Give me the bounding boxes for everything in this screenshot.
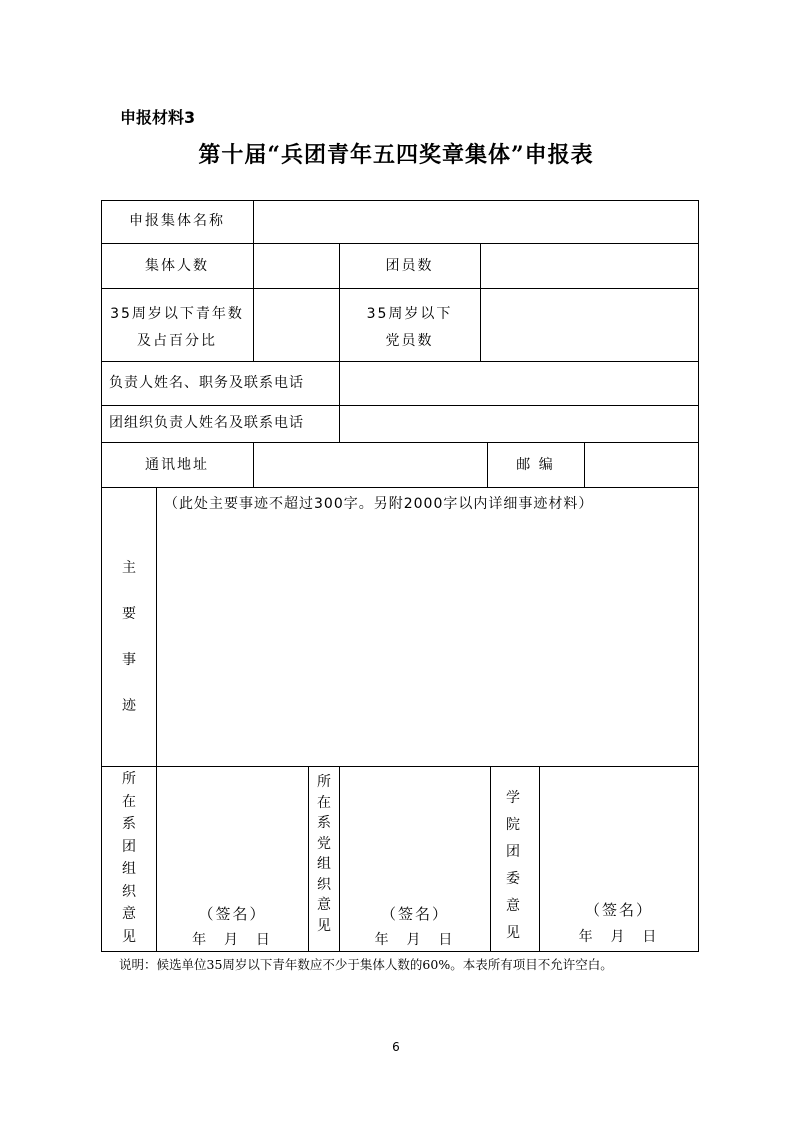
dept-league-date: 年 月 日 [192, 932, 273, 948]
dept-league-opinion-label: 所在系团组织意见 [122, 771, 136, 945]
page-number: 6 [392, 1040, 400, 1054]
college-league-signature: （签名） [584, 901, 653, 919]
main-deeds-label: 主要事迹 [122, 560, 136, 714]
form-title: 第十届“兵团青年五四奖章集体”申报表 [198, 142, 594, 168]
party-member-count-label: 党员数 [385, 333, 434, 349]
address-label: 通讯地址 [145, 457, 209, 473]
member-count-label: 集体人数 [145, 258, 209, 274]
college-league-opinion-label: 学院团委意见 [506, 790, 520, 941]
party-under35-label: 35周岁以下 [366, 306, 453, 322]
main-deeds-textarea[interactable] [157, 518, 698, 766]
table-border-bottom [101, 951, 699, 952]
dept-party-opinion-input[interactable] [340, 767, 490, 887]
youth-under35-label: 35周岁以下青年数 [110, 306, 244, 322]
league-member-count-label: 团员数 [385, 258, 434, 274]
college-league-opinion-input[interactable] [540, 767, 698, 887]
table-border-right [698, 200, 699, 952]
dept-league-signature: （签名） [198, 905, 267, 923]
league-member-count-input[interactable] [481, 244, 698, 288]
row-separator [101, 487, 699, 488]
leader-info-input[interactable] [340, 362, 698, 405]
postcode-label: 邮 编 [516, 457, 555, 473]
form-note: 说明：候选单位35周岁以下青年数应不少于集体人数的60%。本表所有项目不允许空白。 [119, 957, 613, 972]
col-separator [308, 766, 309, 951]
youth-under35-input[interactable] [254, 289, 339, 361]
league-leader-info-label: 团组织负责人姓名及联系电话 [109, 415, 304, 431]
dept-party-date: 年 月 日 [374, 932, 456, 948]
collective-name-input[interactable] [254, 201, 698, 243]
leader-info-label: 负责人姓名、职务及联系电话 [109, 375, 304, 391]
collective-name-label: 申报集体名称 [129, 213, 225, 229]
main-deeds-note: （此处主要事迹不超过300字。另附2000字以内详细事迹材料） [164, 496, 594, 512]
member-count-input[interactable] [254, 244, 339, 288]
dept-party-signature: （签名） [380, 905, 449, 923]
dept-party-opinion-label: 所在系党组织意见 [317, 774, 331, 934]
postcode-input[interactable] [585, 443, 698, 487]
col-separator [490, 766, 491, 951]
address-input[interactable] [254, 443, 487, 487]
youth-percentage-label: 及占百分比 [137, 333, 217, 349]
dept-league-opinion-input[interactable] [157, 767, 308, 887]
material-label: 申报材料3 [120, 108, 196, 127]
league-leader-info-input[interactable] [340, 406, 698, 442]
college-league-date: 年 月 日 [578, 929, 660, 945]
party-under35-input[interactable] [481, 289, 698, 361]
